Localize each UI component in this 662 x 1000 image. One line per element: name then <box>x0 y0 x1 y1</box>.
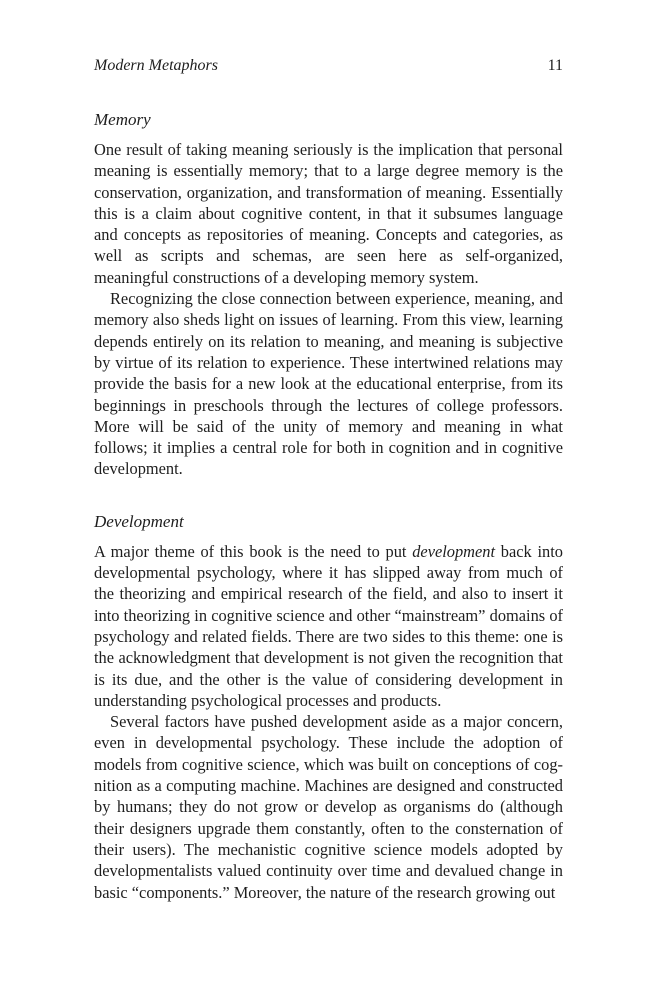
paragraph <box>94 541 563 711</box>
emphasized-term: development <box>412 541 496 561</box>
section-heading-development: Development <box>94 511 184 531</box>
paragraph: One result of taking meaning seriously is the implication that personal meaning is essentially memory; that to a large degree memory is the conservation, organization, and transformation of meaning. Essentially this is a claim about cognitive content, in that it subsumes language and concepts as repositories of meaning. Concepts and categories, as well as scripts and schemas, are seen here as self-organized, meaningful constructions of a developing memory system. <box>94 140 563 287</box>
section-development <box>94 510 563 903</box>
paragraph-text: back into developmental psychology, where it has slipped away from much of the theorizing and empirical research of the field, and also to insert it into theorizing in cognitive science and other “mainstream” domains of psychology and related fields. There are two sides to this theme: one is the acknowledgment that development is not given the recognition that is its due, and the other is the value of considering development in understanding psychological processes and products. <box>94 541 563 710</box>
paragraph: Several factors have pushed development aside as a major concern, even in developmental psychology. These include the adoption of models from cognitive science, which was built on conceptions of cognition as a computing machine. Machines are designed and constructed by humans; they do not grow or develop as organisms do (although their designers upgrade them constantly, often to the consternation of their users). The mechanistic cognitive science models adopted by developmentalists valued continuity over time and devalued change in basic “components.” Moreover, the nature of the research growing out <box>94 712 563 902</box>
section-heading-memory: Memory <box>94 110 151 129</box>
paragraph: Recognizing the close connection between experience, meaning, and memory also sheds light on issues of learning. From this view, learning depends entirely on its relation to meaning, and meaning is subjective by virtue of its relation to experience. These intertwined relations may provide the basis for a new look at the educational enterprise, from its beginnings in preschools through the lectures of college professors. More will be said of the unity of memory and meaning in what follows; it implies a central role for both in cognition and in cognitive development. <box>94 289 563 479</box>
section-memory <box>94 108 563 480</box>
book-page <box>94 54 563 903</box>
paragraph-text: A major theme of this book is the need to put <box>94 541 413 561</box>
running-title: Modern Metaphors <box>94 57 218 74</box>
page-number: 11 <box>547 57 563 74</box>
running-head <box>94 54 563 78</box>
